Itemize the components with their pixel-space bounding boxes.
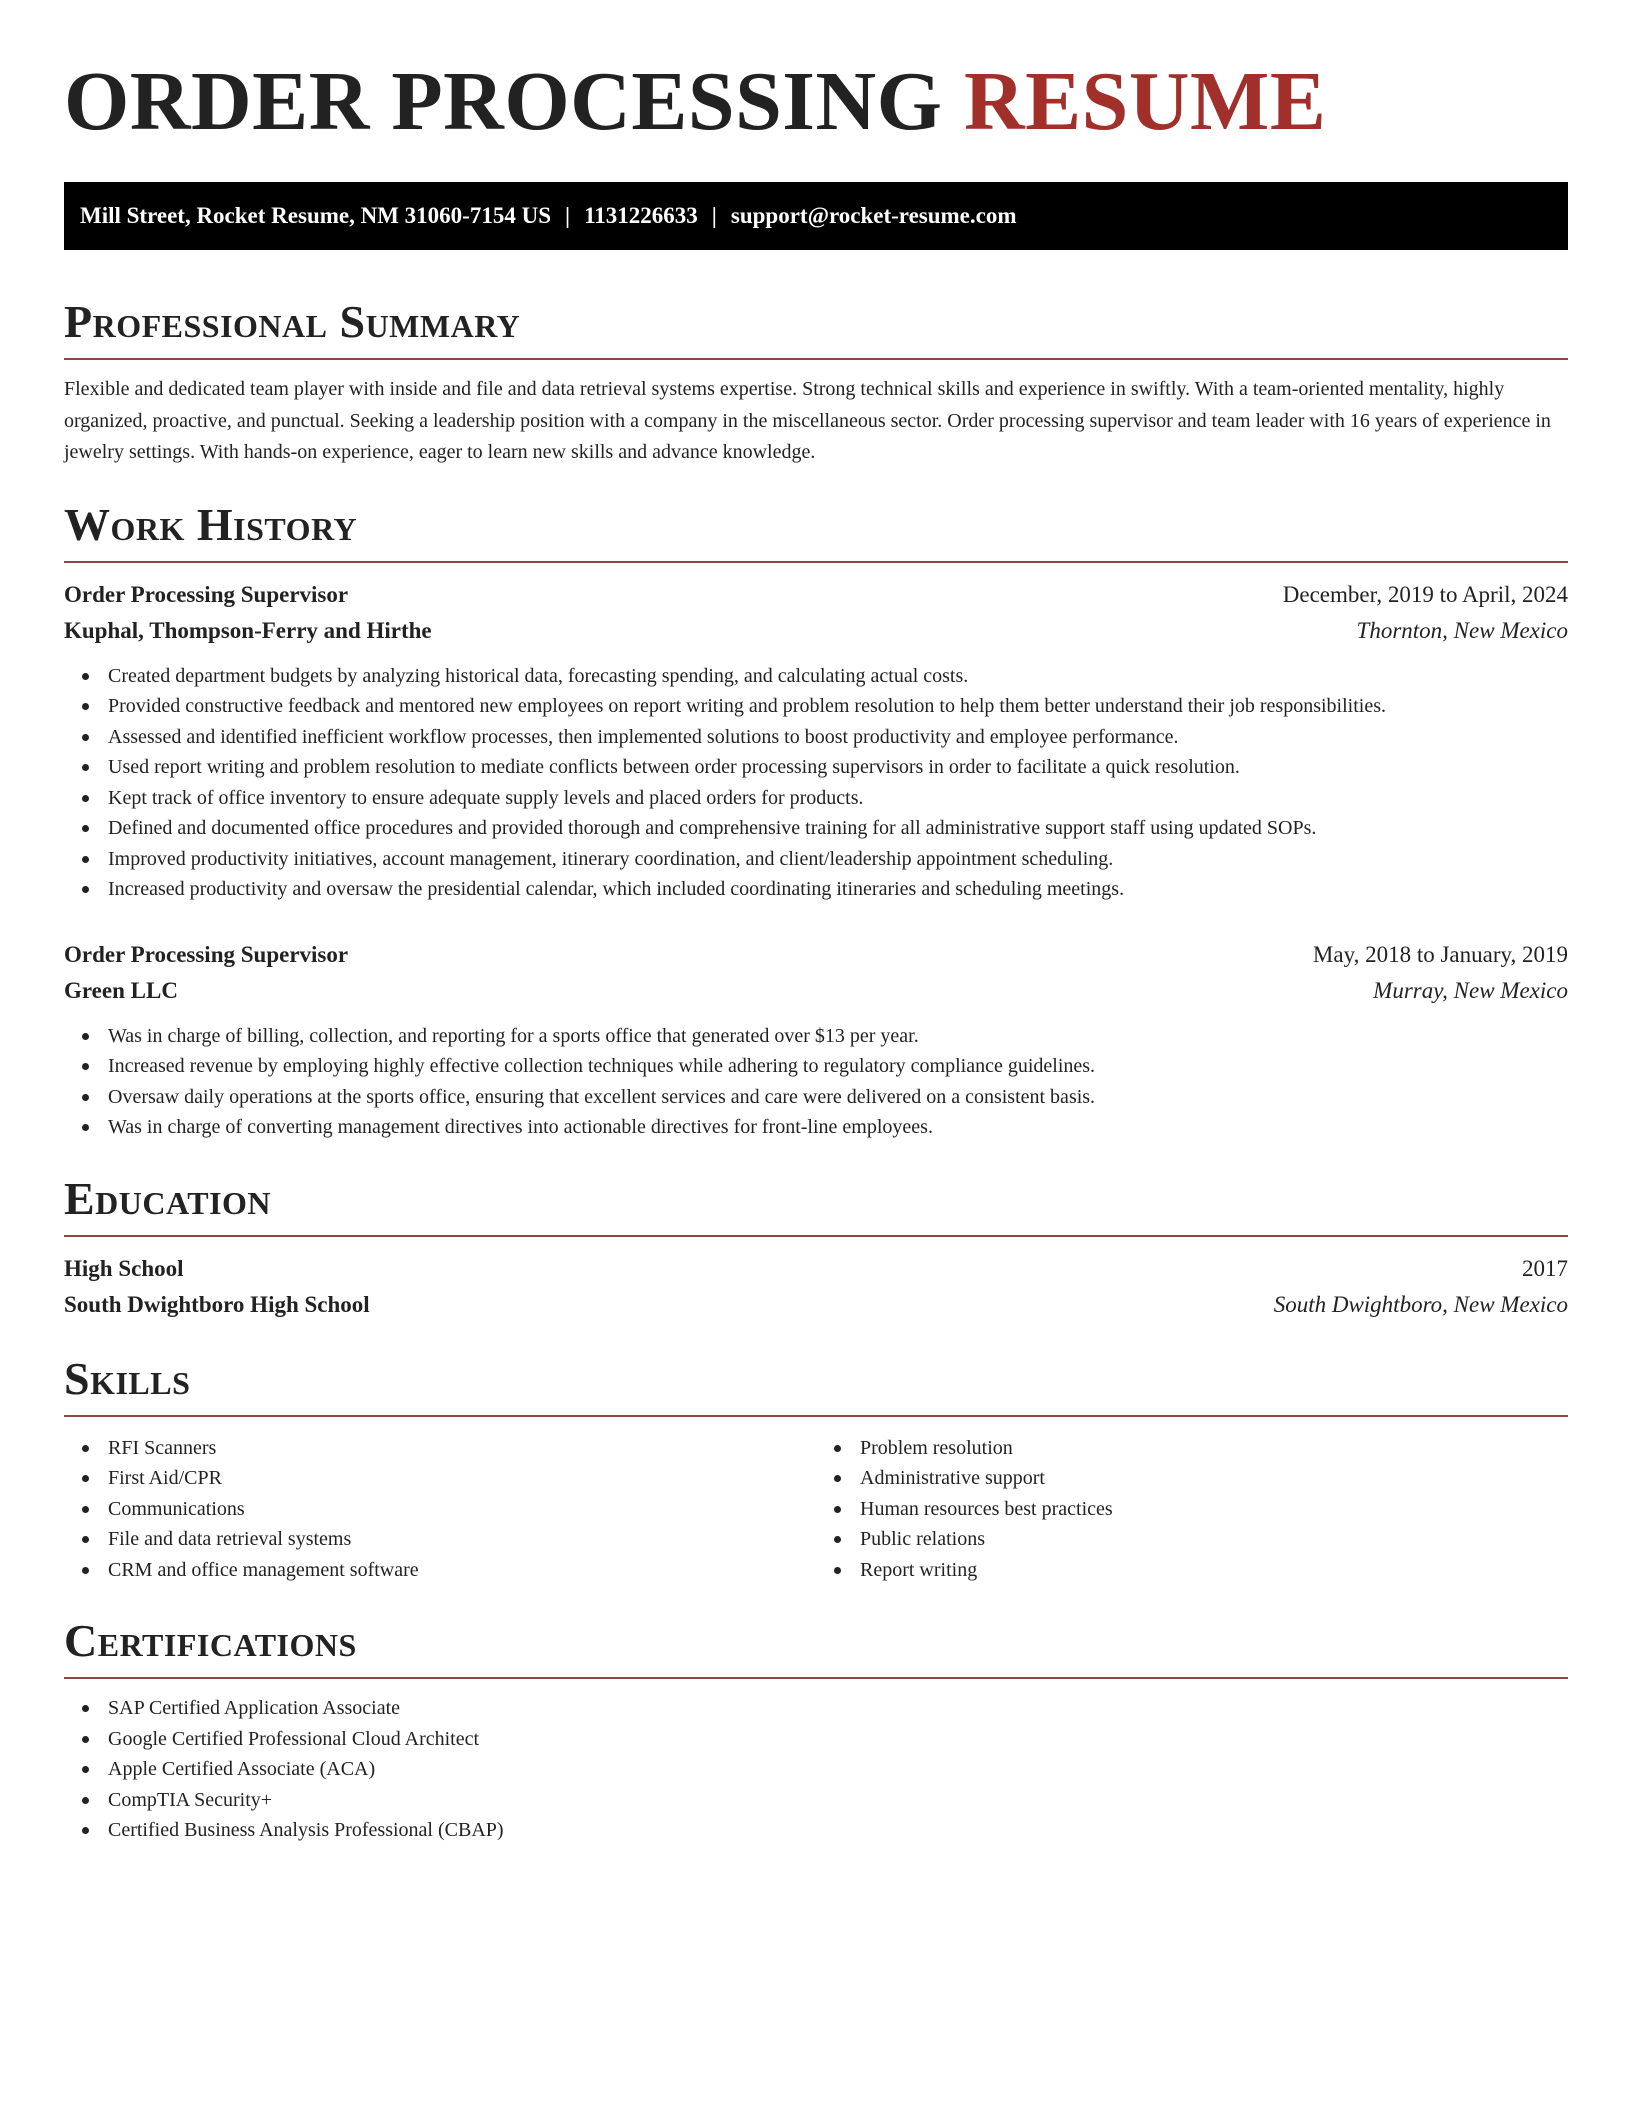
skills-list-left — [64, 1433, 816, 1586]
list-item: Assessed and identified inefficient workflow processes, then implemented solutions to boost productivity and employee performance. — [80, 722, 1568, 753]
title-main: ORDER PROCESSING — [64, 55, 943, 148]
list-item: RFI Scanners — [80, 1433, 816, 1464]
list-item: Defined and documented office procedures and provided thorough and comprehensive training for all administrative support staff using updated SOPs. — [80, 813, 1568, 844]
education-school: South Dwightboro High School — [64, 1291, 370, 1317]
work-history-heading: Work History — [64, 498, 358, 550]
list-item: Was in charge of billing, collection, and reporting for a sports office that generated over $13 per year. — [80, 1021, 1568, 1052]
summary-text: Flexible and dedicated team player with inside and file and data retrieval systems expertise. Strong technical skills and experience in swiftly. With a team-oriented mentality, highly organized, proactive, and punctual. Seeking a leadership position with a company in the miscellaneous sector. Order processing supervisor and team leader with 16 years of experience in jewelry settings. With hands-on experience, eager to learn new skills and advance knowledge. — [64, 378, 1551, 463]
job-dates: May, 2018 to January, 2019 — [1312, 941, 1568, 967]
job-bullets — [64, 1021, 1568, 1143]
list-item: Certified Business Analysis Professional (CBAP) — [80, 1815, 1568, 1846]
education-year: 2017 — [1522, 1255, 1568, 1281]
job-location: Thornton, New Mexico — [1356, 617, 1568, 643]
skills-section — [64, 1351, 1568, 1586]
job-company-row — [64, 613, 1568, 649]
job-title-row — [64, 937, 1568, 973]
job-title: Order Processing Supervisor — [64, 941, 349, 967]
list-item: Improved productivity initiatives, account management, itinerary coordination, and client/leadership appointment scheduling. — [80, 844, 1568, 875]
certifications-heading: Certifications — [64, 1615, 357, 1666]
skills-heading: Skills — [64, 1352, 191, 1404]
list-item: Oversaw daily operations at the sports office, ensuring that excellent services and care were delivered on a consistent basis. — [80, 1082, 1568, 1113]
education-location: South Dwightboro, New Mexico — [1273, 1291, 1568, 1317]
list-item: Administrative support — [832, 1463, 1568, 1494]
list-item: Communications — [80, 1494, 816, 1525]
work-history-section — [64, 497, 1568, 1143]
contact-bar — [64, 182, 1568, 250]
section-divider — [64, 1677, 1568, 1679]
education-section — [64, 1171, 1568, 1323]
education-school-row — [64, 1287, 1568, 1323]
contact-email: support@rocket-resume.com — [730, 203, 1017, 228]
list-item: Public relations — [832, 1524, 1568, 1555]
job-company-row — [64, 973, 1568, 1009]
list-item: Apple Certified Associate (ACA) — [80, 1754, 1568, 1785]
list-item: Google Certified Professional Cloud Architect — [80, 1724, 1568, 1755]
list-item: CompTIA Security+ — [80, 1785, 1568, 1816]
list-item: Provided constructive feedback and mentored new employees on report writing and problem resolution to help them better understand their job responsibilities. — [80, 691, 1568, 722]
list-item: CRM and office management software — [80, 1555, 816, 1586]
section-divider — [64, 561, 1568, 563]
education-degree-row — [64, 1251, 1568, 1287]
education-degree: High School — [64, 1255, 184, 1281]
list-item: Used report writing and problem resolution to mediate conflicts between order processing supervisors in order to facilitate a quick resolution. — [80, 752, 1568, 783]
list-item: SAP Certified Application Associate — [80, 1693, 1568, 1724]
list-item: Was in charge of converting management directives into actionable directives for front-line employees. — [80, 1112, 1568, 1143]
resume-title — [64, 52, 1568, 152]
contact-separator: | — [564, 203, 571, 228]
job-bullets — [64, 661, 1568, 905]
job-dates: December, 2019 to April, 2024 — [1282, 581, 1568, 607]
section-divider — [64, 1235, 1568, 1237]
list-item: File and data retrieval systems — [80, 1524, 816, 1555]
contact-separator: | — [711, 203, 717, 228]
summary-section — [64, 294, 1568, 469]
list-item: Increased revenue by employing highly effective collection techniques while adhering to regulatory compliance guidelines. — [80, 1051, 1568, 1082]
list-item: First Aid/CPR — [80, 1463, 816, 1494]
certifications-list — [64, 1693, 1568, 1846]
education-heading: Education — [64, 1172, 272, 1224]
list-item: Human resources best practices — [832, 1494, 1568, 1525]
job-title: Order Processing Supervisor — [64, 581, 349, 607]
section-divider — [64, 358, 1568, 360]
summary-heading: Professional Summary — [64, 296, 521, 347]
contact-phone: 1131226633 — [584, 203, 698, 228]
job-company: Kuphal, Thompson-Ferry and Hirthe — [64, 617, 432, 643]
list-item: Report writing — [832, 1555, 1568, 1586]
list-item: Increased productivity and oversaw the presidential calendar, which included coordinating itineraries and scheduling meetings. — [80, 874, 1568, 905]
certifications-section — [64, 1613, 1568, 1846]
job-entry — [64, 937, 1568, 1143]
skills-grid — [64, 1431, 1568, 1586]
section-divider — [64, 1415, 1568, 1417]
list-item: Kept track of office inventory to ensure adequate supply levels and placed orders for products. — [80, 783, 1568, 814]
list-item: Created department budgets by analyzing historical data, forecasting spending, and calculating actual costs. — [80, 661, 1568, 692]
list-item: Problem resolution — [832, 1433, 1568, 1464]
job-location: Murray, New Mexico — [1373, 977, 1568, 1003]
skills-list-right — [816, 1433, 1568, 1586]
job-company: Green LLC — [64, 977, 178, 1003]
job-entry — [64, 577, 1568, 905]
job-title-row — [64, 577, 1568, 613]
contact-address: Mill Street, Rocket Resume, NM 31060-7154 US — [80, 203, 551, 228]
title-accent: RESUME — [963, 55, 1327, 148]
